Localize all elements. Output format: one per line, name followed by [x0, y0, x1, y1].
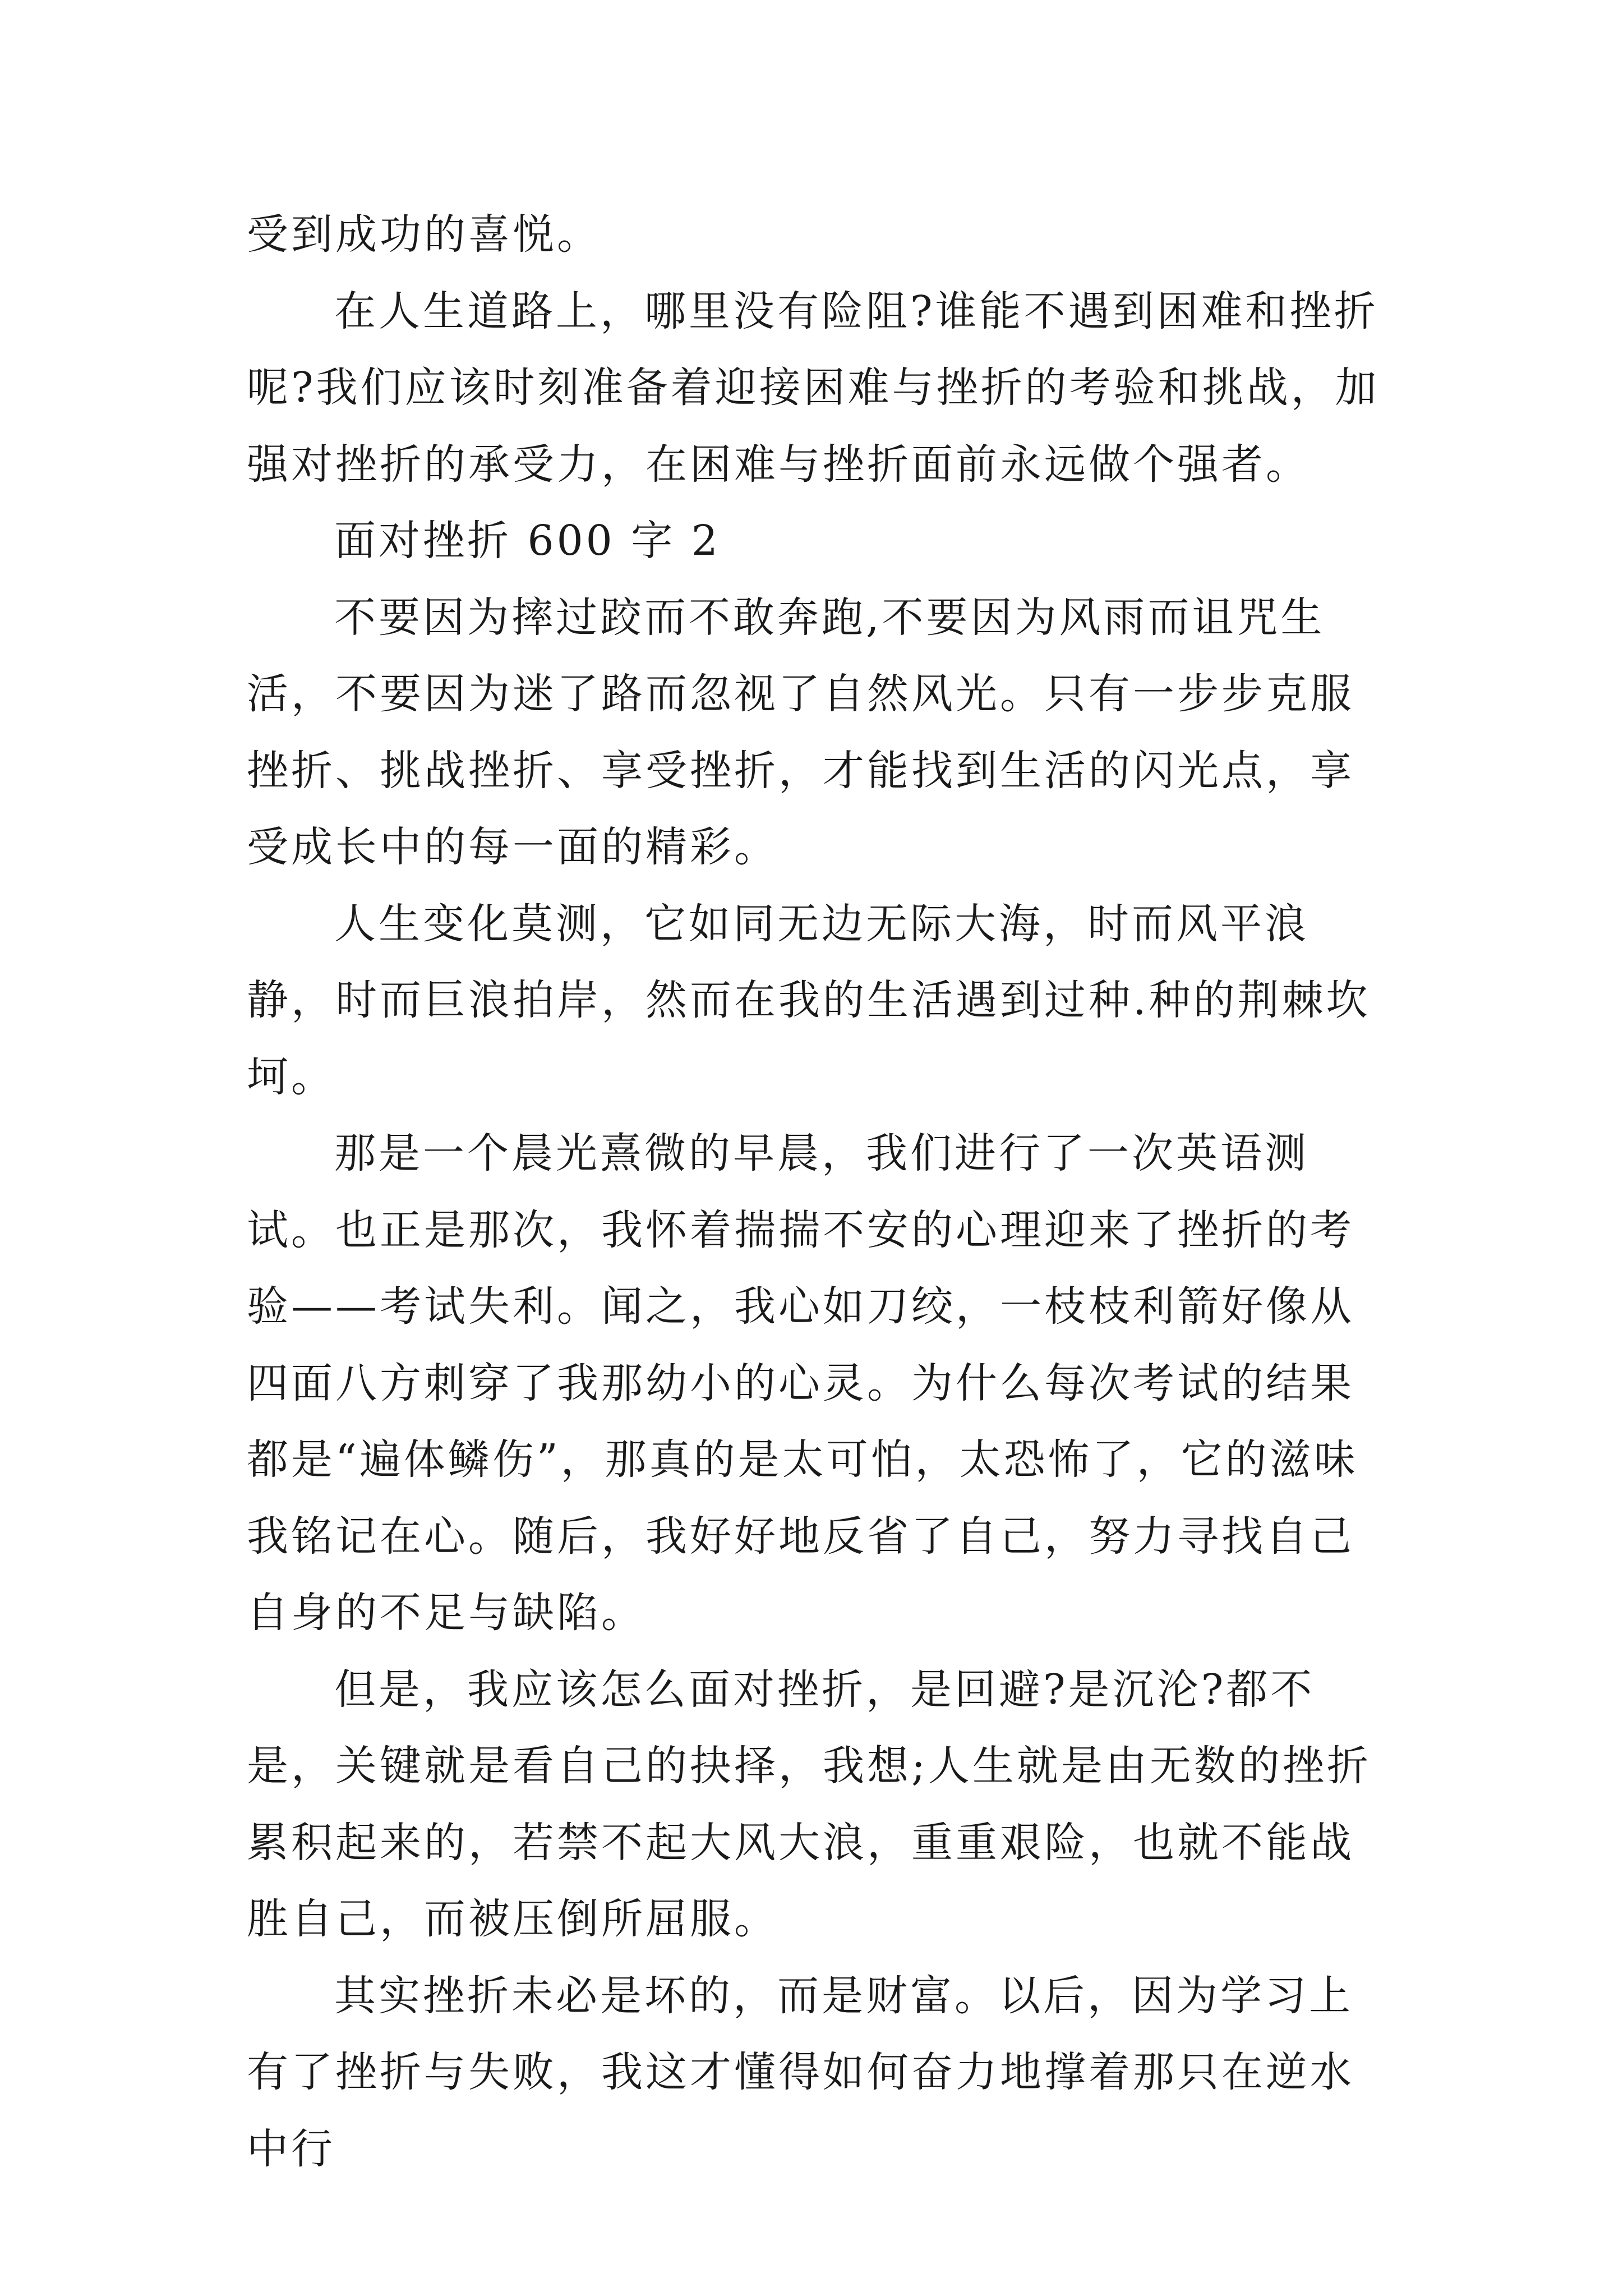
- section-heading: 面对挫折 600 字 2: [334, 517, 721, 565]
- paragraph: 不要因为摔过跤而不敢奔跑,不要因为风雨而诅咒生活，不要因为迷了路而忽视了自然风光。只有一步步克服挫折、挑战挫折、享受挫折，才能找到生活的闪光点，享受成长中的每一面的精彩。: [247, 593, 1354, 871]
- document-body: [247, 196, 1385, 2187]
- paragraph: 但是，我应该怎么面对挫折，是回避?是沉沦?都不是，关键就是看自己的抉择，我想;人生就是由无数的挫折累积起来的，若禁不起大风大浪，重重艰险，也就不能战胜自己，而被压倒所屈服。: [247, 1665, 1371, 1943]
- paragraph: 那是一个晨光熹微的早晨，我们进行了一次英语测试。也正是那次，我怀着揣揣不安的心理迎来了挫折的考验——考试失利。闻之，我心如刀绞，一枝枝利箭好像从四面八方刺穿了我那幼小的心灵。为什么每次考试的结果都是“遍体鳞伤”，那真的是太可怕，太恐怖了，它的滋味我铭记在心。随后，我好好地反省了自己，努力寻找自己自身的不足与缺陷。: [247, 1129, 1358, 1637]
- paragraph: 在人生道路上，哪里没有险阻?谁能不遇到困难和挫折呢?我们应该时刻准备着迎接困难与挫折的考验和挑战，加强对挫折的承受力，在困难与挫折面前永远做个强者。: [247, 287, 1380, 489]
- paragraph: 其实挫折未必是坏的，而是财富。以后，因为学习上有了挫折与失败，我这才懂得如何奋力地撑着那只在逆水中行: [247, 1971, 1354, 2173]
- paragraph: 受到成功的喜悦。: [247, 210, 601, 259]
- paragraph: 人生变化莫测，它如同无边无际大海，时而风平浪静，时而巨浪拍岸，然而在我的生活遇到过种.种的荆棘坎坷。: [247, 899, 1371, 1101]
